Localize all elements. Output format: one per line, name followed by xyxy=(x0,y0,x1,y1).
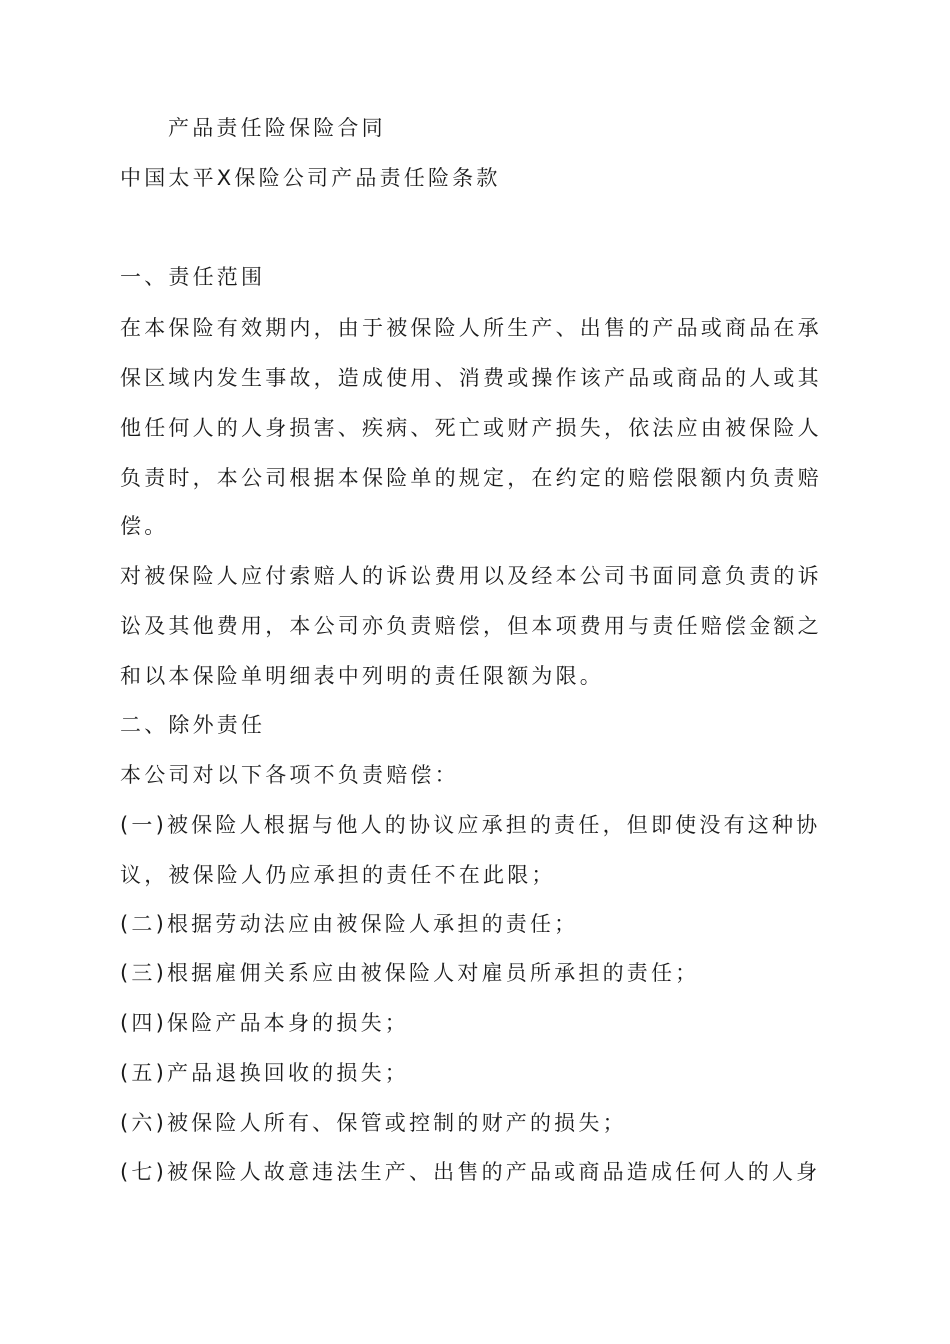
section-heading-liability-scope: 一、责任范围 xyxy=(120,265,266,289)
paragraph-line: 在本保险有效期内，由于被保险人所生产、出售的产品或商品在承 xyxy=(120,316,822,340)
paragraph-line: 和以本保险单明细表中列明的责任限额为限。 xyxy=(120,664,604,688)
paragraph-line: 负责时，本公司根据本保险单的规定，在约定的赔偿限额内负责赔 xyxy=(120,466,822,490)
exclusion-item: (四)保险产品本身的损失； xyxy=(120,1011,409,1035)
exclusion-item: (七)被保险人故意违法生产、出售的产品或商品造成任何人的人身 xyxy=(120,1160,821,1184)
paragraph-line: 他任何人的人身损害、疾病、死亡或财产损失，依法应由被保险人 xyxy=(120,416,822,440)
paragraph-line: 对被保险人应付索赔人的诉讼费用以及经本公司书面同意负责的诉 xyxy=(120,564,822,588)
exclusion-item: (一)被保险人根据与他人的协议应承担的责任，但即使没有这种协 xyxy=(120,813,821,837)
document-title: 产品责任险保险合同 xyxy=(168,116,386,140)
paragraph-line: 保区域内发生事故，造成使用、消费或操作该产品或商品的人或其 xyxy=(120,366,822,390)
exclusion-item: (六)被保险人所有、保管或控制的财产的损失； xyxy=(120,1111,627,1135)
exclusion-item: 议，被保险人仍应承担的责任不在此限； xyxy=(120,863,556,887)
exclusions-intro: 本公司对以下各项不负责赔偿： xyxy=(120,763,459,787)
exclusion-item: (三)根据雇佣关系应由被保险人对雇员所承担的责任； xyxy=(120,961,700,985)
document-subtitle: 中国太平X保险公司产品责任险条款 xyxy=(120,166,501,190)
paragraph-line: 偿。 xyxy=(120,514,169,538)
exclusion-item: (二)根据劳动法应由被保险人承担的责任； xyxy=(120,912,579,936)
paragraph-line: 讼及其他费用，本公司亦负责赔偿，但本项费用与责任赔偿金额之 xyxy=(120,614,822,638)
section-heading-exclusions: 二、除外责任 xyxy=(120,713,266,737)
exclusion-item: (五)产品退换回收的损失； xyxy=(120,1061,409,1085)
